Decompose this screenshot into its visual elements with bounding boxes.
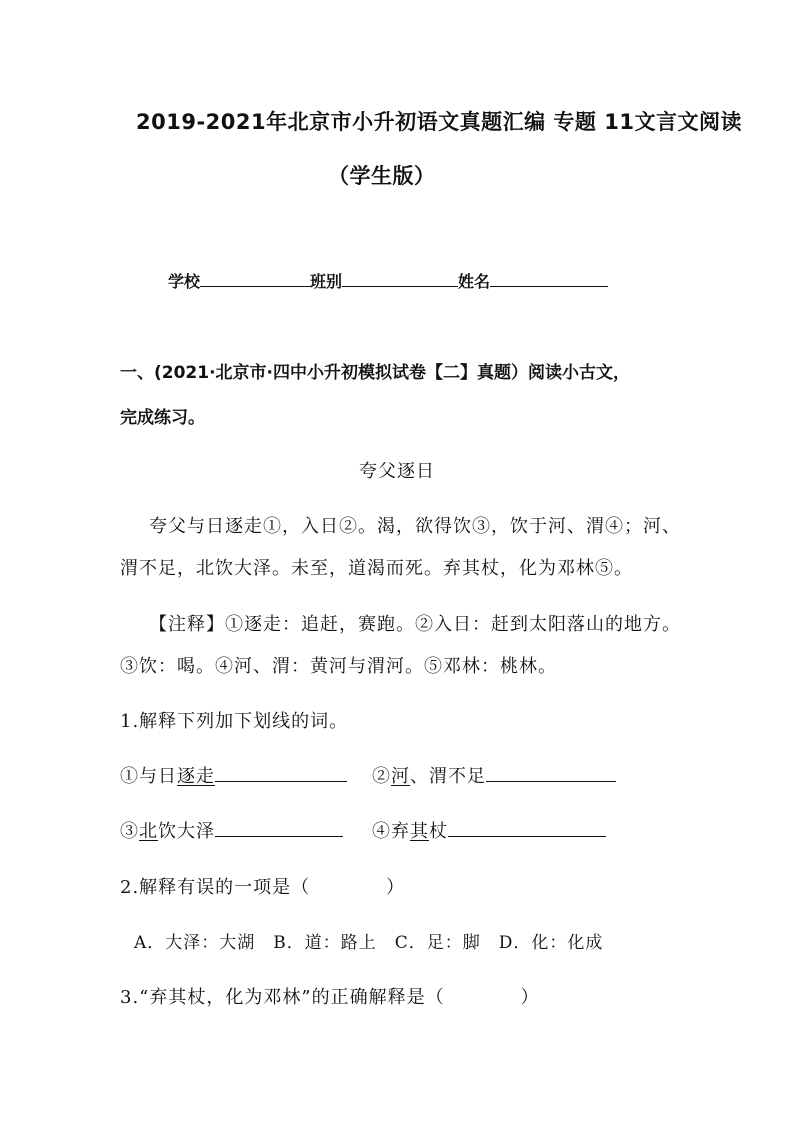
underlined-word: 河: [391, 766, 410, 787]
doc-subtitle: （学生版）: [328, 164, 436, 188]
q1-item-4: ④弃其杖: [372, 817, 606, 843]
school-label: 学校: [168, 272, 201, 291]
passage-line: 渭不足，北饮大泽。未至，道渴而死。弃其杖，化为邓林⑤。: [120, 558, 633, 579]
question-3-stem: 3.“弃其杖，化为邓林”的正确解释是（ ）: [120, 987, 540, 1008]
answer-blank[interactable]: [486, 763, 616, 782]
q1-item-1: ①与日逐走: [120, 762, 347, 788]
school-field[interactable]: [200, 268, 310, 287]
name-field[interactable]: [490, 268, 608, 287]
q1-item-2: ②河、渭不足: [372, 762, 616, 788]
q1-item-3: ③北饮大泽: [120, 817, 343, 843]
section-heading: 一、(2021·北京市·四中小升初模拟试卷【二】真题）阅读小古文，: [120, 363, 630, 383]
note-line: ③饮：喝。④河、渭：黄河与渭河。⑤邓林：桃林。: [120, 656, 557, 677]
name-label: 姓名: [458, 272, 491, 291]
underlined-word: 其: [410, 821, 429, 842]
answer-blank[interactable]: [215, 763, 347, 782]
class-label: 班别: [310, 272, 343, 291]
class-field[interactable]: [342, 268, 458, 287]
answer-blank[interactable]: [215, 818, 343, 837]
question-1-stem: 1.解释下列加下划线的词。: [120, 711, 349, 732]
student-info-row: [168, 268, 608, 292]
answer-blank[interactable]: [448, 818, 606, 837]
passage-title: 夸父逐日: [359, 461, 435, 482]
question-2-options: A．大泽：大湖 B．道：路上 C．足：脚 D．化：化成: [134, 933, 604, 953]
passage-line: 夸父与日逐走①，入日②。渴，欲得饮③，饮于河、渭④；河、: [149, 516, 681, 537]
note-line: 【注释】①逐走：追赶，赛跑。②入日：赶到太阳落山的地方。: [149, 614, 681, 635]
underlined-word: 北: [139, 821, 158, 842]
question-2-stem: 2.解释有误的一项是（ ）: [120, 877, 406, 898]
doc-title: 2019-2021年北京市小升初语文真题汇编 专题 11文言文阅读: [136, 110, 742, 134]
underlined-word: 逐走: [177, 766, 215, 787]
section-heading-cont: 完成练习。: [120, 408, 205, 428]
